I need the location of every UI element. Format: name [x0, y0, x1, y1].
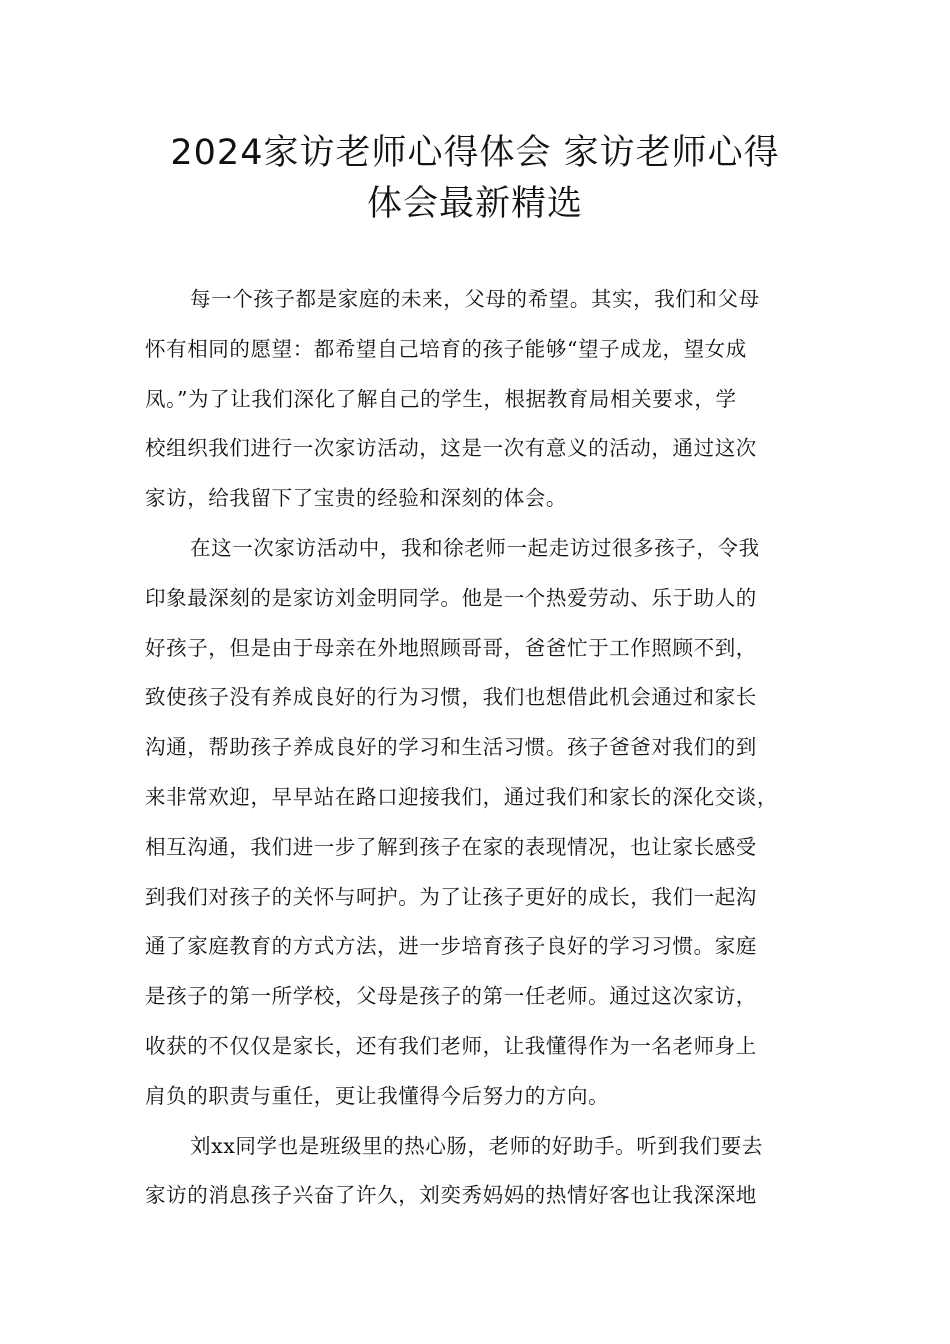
text-line: 凤。”为了让我们深化了解自己的学生，根据教育局相关要求，学: [145, 386, 737, 411]
text-line: 通了家庭教育的方式方法，进一步培育孩子良好的学习习惯。家庭: [145, 934, 757, 959]
document-title: [120, 128, 830, 230]
text-line: 致使孩子没有养成良好的行为习惯，我们也想借此机会通过和家长: [145, 685, 757, 710]
text-line: 是孩子的第一所学校，父母是孩子的第一任老师。通过这次家访，: [145, 984, 757, 1009]
text-line: 到我们对孩子的关怀与呵护。为了让孩子更好的成长，我们一起沟: [145, 884, 757, 909]
title-line: 体会最新精选: [366, 184, 583, 224]
text-line: 肩负的职责与重任，更让我懂得今后努力的方向。: [145, 1083, 610, 1108]
text-line: 印象最深刻的是家访刘金明同学。他是一个热爱劳动、乐于助人的: [145, 585, 757, 610]
title-line: 2024家访老师心得体会 家访老师心得: [170, 133, 780, 173]
text-line: 在这一次家访活动中，我和徐老师一起走访过很多孩子，令我: [190, 535, 760, 560]
text-line: 家访的消息孩子兴奋了许久，刘奕秀妈妈的热情好客也让我深深地: [145, 1183, 757, 1208]
text-line: 相互沟通，我们进一步了解到孩子在家的表现情况，也让家长感受: [145, 834, 757, 859]
text-line: 收获的不仅仅是家长，还有我们老师，让我懂得作为一名老师身上: [145, 1033, 757, 1058]
text-line: 每一个孩子都是家庭的未来，父母的希望。其实，我们和父母: [190, 287, 760, 311]
paragraph-2: [145, 524, 825, 1122]
paragraph-3: [145, 1122, 825, 1222]
text-line: 来非常欢迎，早早站在路口迎接我们，通过我们和家长的深化交谈，: [145, 784, 778, 809]
text-line: 校组织我们进行一次家访活动，这是一次有意义的活动，通过这次: [145, 436, 757, 461]
text-line: 怀有相同的愿望：都希望自己培育的孩子能够“望子成龙，望女成: [145, 336, 747, 361]
document-body: [145, 275, 825, 1221]
text-line: 刘xx同学也是班级里的热心肠，老师的好助手。听到我们要去: [190, 1133, 763, 1158]
paragraph-1: [145, 275, 825, 524]
text-line: 沟通，帮助孩子养成良好的学习和生活习惯。孩子爸爸对我们的到: [145, 735, 757, 760]
text-line: 好孩子，但是由于母亲在外地照顾哥哥，爸爸忙于工作照顾不到，: [145, 635, 757, 660]
text-line: 家访，给我留下了宝贵的经验和深刻的体会。: [145, 486, 567, 511]
